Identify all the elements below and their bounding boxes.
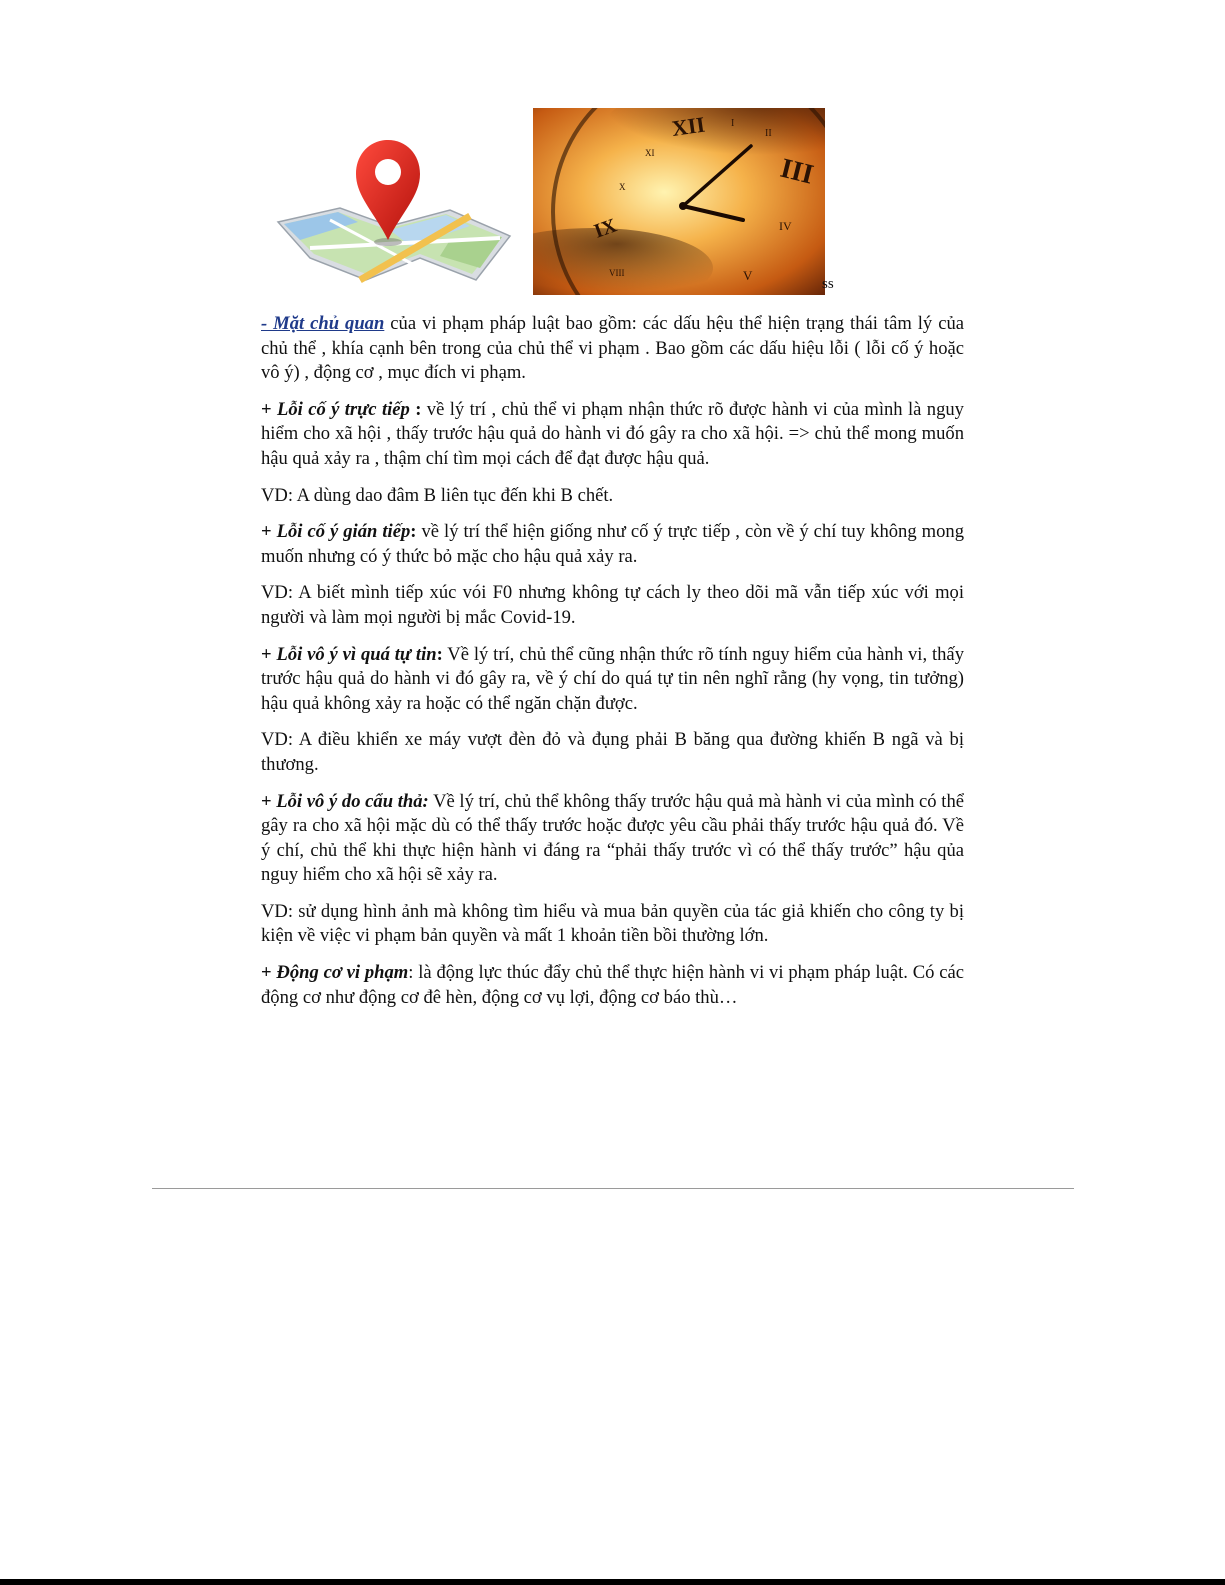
svg-text:III: III: [777, 152, 817, 191]
term-heading: Lỗi vô ý vì quá tự tin: [276, 643, 437, 665]
paragraph-mat-chu-quan: [261, 312, 964, 386]
paragraph-example: [261, 900, 964, 949]
paragraph-body: VD: A dùng dao đâm B liên tục đến khi B chết.: [261, 484, 614, 506]
bullet-plus: +: [261, 790, 277, 812]
bullet-plus: +: [261, 398, 277, 420]
paragraph-example: [261, 728, 964, 777]
paragraph-example: [261, 484, 964, 509]
trailing-text: ss: [822, 276, 834, 292]
svg-text:XII: XII: [670, 111, 707, 141]
term-heading: Lỗi cố ý trực tiếp: [276, 398, 410, 420]
page-divider: [152, 1188, 1074, 1189]
svg-text:IX: IX: [591, 214, 620, 243]
svg-text:V: V: [743, 268, 753, 283]
term-colon: :: [410, 521, 417, 543]
clock-face-icon: [533, 108, 825, 295]
paragraph-loi-co-y-truc-tiep: [261, 398, 964, 472]
paragraph-loi-co-y-gian-tiep: [261, 520, 964, 569]
paragraph-body: VD: sử dụng hình ảnh mà không tìm hiểu và mua bản quyền của tác giả khiến cho công ty bị kiện về việc vi phạm bản quyền và mất 1 khoản tiền bồi thường lớn.: [261, 900, 964, 947]
mat-chu-quan-link[interactable]: - Mặt chủ quan: [261, 313, 385, 334]
paragraph-body: VD: A điều khiển xe máy vượt đèn đỏ và đụng phải B băng qua đường khiến B ngã và bị thương.: [261, 729, 964, 775]
svg-text:I: I: [731, 118, 735, 129]
bullet-plus: +: [261, 521, 277, 543]
paragraph-body: : là động lực thúc đẩy chủ thể thực hiện hành vi vi phạm pháp luật. Có các động cơ như động cơ đê hèn, động cơ vụ lợi, động cơ báo thù…: [261, 962, 964, 1008]
paragraph-loi-vo-y-qua-tu-tin: [261, 643, 964, 717]
paragraph-body: về lý trí thể hiện giống như cố ý trực tiếp , còn về ý chí tuy không mong muốn nhưng có ý thức bỏ mặc cho hậu quả xảy ra.: [261, 521, 965, 567]
term-heading: Động cơ vi phạm: [276, 962, 409, 984]
svg-text:XI: XI: [645, 148, 655, 158]
bottom-edge: [0, 1579, 1225, 1585]
svg-text:VIII: VIII: [609, 268, 625, 278]
bullet-plus: +: [261, 643, 277, 665]
svg-text:II: II: [765, 128, 772, 139]
paragraph-body: VD: A biết mình tiếp xúc vói F0 nhưng không tự cách ly theo dõi mã vẫn tiếp xúc với mọi người và làm mọi người bị mắc Covid-19.: [261, 582, 964, 628]
paragraph-body: Về lý trí, chủ thể cũng nhận thức rõ tính nguy hiểm của hành vi, thấy trước hậu quả do hành vi đó gây ra, về ý chí do quá tự tin nên nghĩ rằng (hy vọng, tin tưởng) hậu quả không xảy ra hoặc có thể ngăn chặn được.: [261, 643, 964, 714]
document-body: [261, 312, 964, 1022]
term-heading: Lỗi cố ý gián tiếp: [276, 521, 411, 543]
paragraph-loi-vo-y-cau-tha: [261, 790, 964, 888]
paragraph-body: về lý trí , chủ thể vi phạm nhận thức rõ được hành vi của mình là nguy hiểm cho xã hội , thấy trước hậu quả do hành vi đó gây ra cho xã hội. => chủ thể mong muốn hậu quả xảy ra , thậm chí tìm mọi cách để đạt được hậu quả.: [261, 398, 964, 469]
paragraph-body: Về lý trí, chủ thể không thấy trước hậu quả mà hành vi của mình có thể gây ra cho xã hội mặc dù có thể thấy trước hoặc được yêu cầu phải thấy trước hậu quả đó. Về ý chí, chủ thể khi thực hiện hành vi đáng ra “phải thấy trước vì có thể thấy trước” hậu qủa nguy hiểm cho xã hội sẽ xảy ra.: [261, 790, 964, 886]
paragraph-example: [261, 581, 964, 630]
term-colon: :: [409, 398, 422, 420]
svg-text:X: X: [619, 182, 626, 192]
paragraph-body: của vi phạm pháp luật bao gồm: các dấu hệu thể hiện trạng thái tâm lý của chủ thể , khía cạnh bên trong của chủ thể vi phạm . Bao gồm các dấu hiệu lỗi ( lỗi cố ý hoặc vô ý) , động cơ , mục đích vi phạm.: [261, 313, 964, 384]
map-pin-icon: [270, 130, 520, 290]
svg-text:IV: IV: [779, 219, 792, 233]
term-heading: Lỗi vô ý do cẩu thả:: [276, 790, 429, 812]
term-colon: :: [436, 643, 443, 665]
paragraph-dong-co-vi-pham: [261, 961, 964, 1010]
figure-row: [270, 108, 870, 298]
bullet-plus: +: [261, 962, 277, 984]
